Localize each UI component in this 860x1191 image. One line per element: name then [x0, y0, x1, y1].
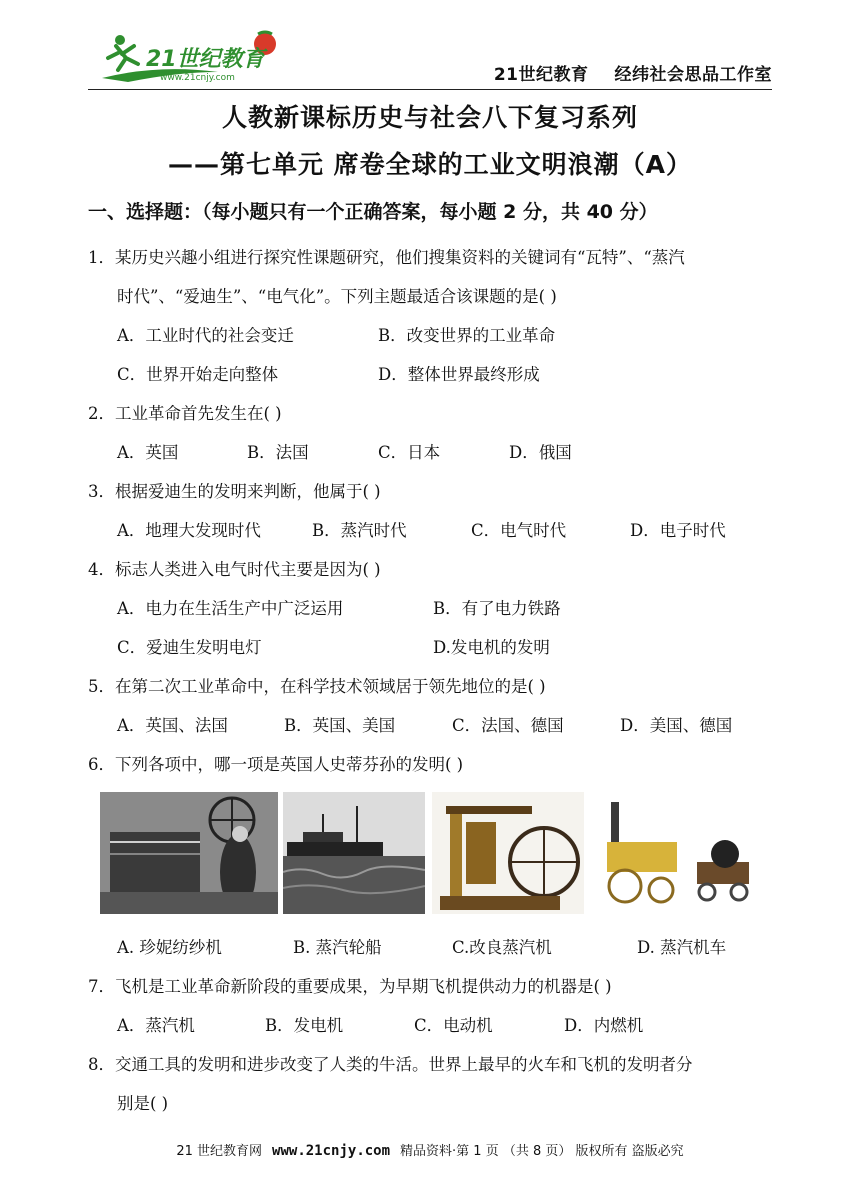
question-5-stem: 5．在第二次工业革命中，在科学技术领域居于领先地位的是( ) [88, 677, 546, 696]
question-7-stem: 7．飞机是工业革命新阶段的重要成果，为早期飞机提供动力的机器是( ) [88, 977, 612, 996]
question-8-stem: 8．交通工具的发明和进步改变了人类的牛活。世界上最早的火车和飞机的发明者分 [88, 1055, 693, 1074]
question-7-option-d: D．内燃机 [564, 1016, 644, 1035]
question-4-option-b: B．有了电力铁路 [433, 599, 561, 618]
page-subtitle: ——第七单元 席卷全球的工业文明浪潮（A） [167, 150, 693, 179]
steam-locomotive-picture [597, 792, 759, 914]
question-2-stem: 2．工业革命首先发生在( ) [88, 404, 282, 423]
question-4-option-c: C．爱迪生发明电灯 [117, 638, 262, 657]
question-6-option-d: D. 蒸汽机车 [637, 938, 727, 957]
question-2-option-a: A．英国 [117, 443, 179, 462]
org-name: 21世纪教育 [493, 65, 589, 85]
question-4-option-d: D.发电机的发明 [433, 638, 550, 657]
question-1-option-d: D．整体世界最终形成 [378, 365, 540, 384]
question-8-stem-cont: 别是( ) [117, 1094, 169, 1113]
question-5-option-d: D．美国、德国 [620, 716, 733, 735]
question-7-option-c: C．电动机 [414, 1016, 493, 1035]
footer-site-link[interactable]: www.21cnjy.com [272, 1143, 391, 1159]
question-7-option-a: A．蒸汽机 [117, 1016, 195, 1035]
question-1-stem: 1．某历史兴趣小组进行探究性课题研究，他们搜集资料的关键词有“瓦特”、“蒸汽 [88, 248, 685, 267]
21cnjy-logo [98, 28, 283, 86]
question-2-option-c: C．日本 [378, 443, 441, 462]
question-4-option-a: A．电力在生活生产中广泛运用 [117, 599, 344, 618]
page-header [0, 0, 860, 96]
steam-engine-picture [432, 792, 584, 914]
question-4-stem: 4．标志人类进入电气时代主要是因为( ) [88, 560, 381, 579]
question-2-option-d: D．俄国 [509, 443, 572, 462]
question-3-option-b: B．蒸汽时代 [312, 521, 407, 540]
header-org [494, 60, 772, 85]
question-6-option-a: A. 珍妮纺纱机 [117, 938, 222, 957]
question-5-option-b: B．英国、美国 [284, 716, 396, 735]
question-1-stem-cont: 时代”、“爱迪生”、“电气化”。下列主题最适合该课题的是( ) [117, 287, 557, 306]
question-3-stem: 3．根据爱迪生的发明来判断，他属于( ) [88, 482, 381, 501]
question-3-option-d: D．电子时代 [630, 521, 726, 540]
footer-left: 21 世纪教育网 [176, 1144, 263, 1159]
question-3-option-a: A．地理大发现时代 [117, 521, 261, 540]
footer-right: 精品资料·第 1 页 （共 8 页） 版权所有 盗版必究 [400, 1144, 684, 1159]
question-6-stem: 6．下列各项中，哪一项是英国人史蒂芬孙的发明( ) [88, 755, 464, 774]
studio-name: 经纬社会思品工作室 [614, 65, 772, 85]
section-heading: 一、选择题：（每小题只有一个正确答案，每小题 2 分，共 40 分） [88, 201, 658, 223]
page-title: 人教新课标历史与社会八下复习系列 [221, 103, 638, 132]
question-6-option-c: C.改良蒸汽机 [452, 938, 552, 957]
page-footer [0, 1140, 860, 1159]
question-1-option-c: C．世界开始走向整体 [117, 365, 279, 384]
logo-text: 21世纪教育 [146, 47, 265, 72]
question-2-option-b: B．法国 [247, 443, 309, 462]
question-7-option-b: B．发电机 [265, 1016, 344, 1035]
question-3-option-c: C．电气时代 [471, 521, 567, 540]
question-5-option-c: C．法国、德国 [452, 716, 564, 735]
question-1-option-a: A．工业时代的社会变迁 [117, 326, 294, 345]
header-divider [88, 89, 772, 90]
spinning-jenny-picture [100, 792, 278, 914]
question-1-option-b: B．改变世界的工业革命 [378, 326, 556, 345]
question-5-option-a: A．英国、法国 [117, 716, 228, 735]
steamship-picture [283, 792, 425, 914]
logo-url: www.21cnjy.com [160, 73, 235, 83]
question-6-option-b: B. 蒸汽轮船 [293, 938, 382, 957]
